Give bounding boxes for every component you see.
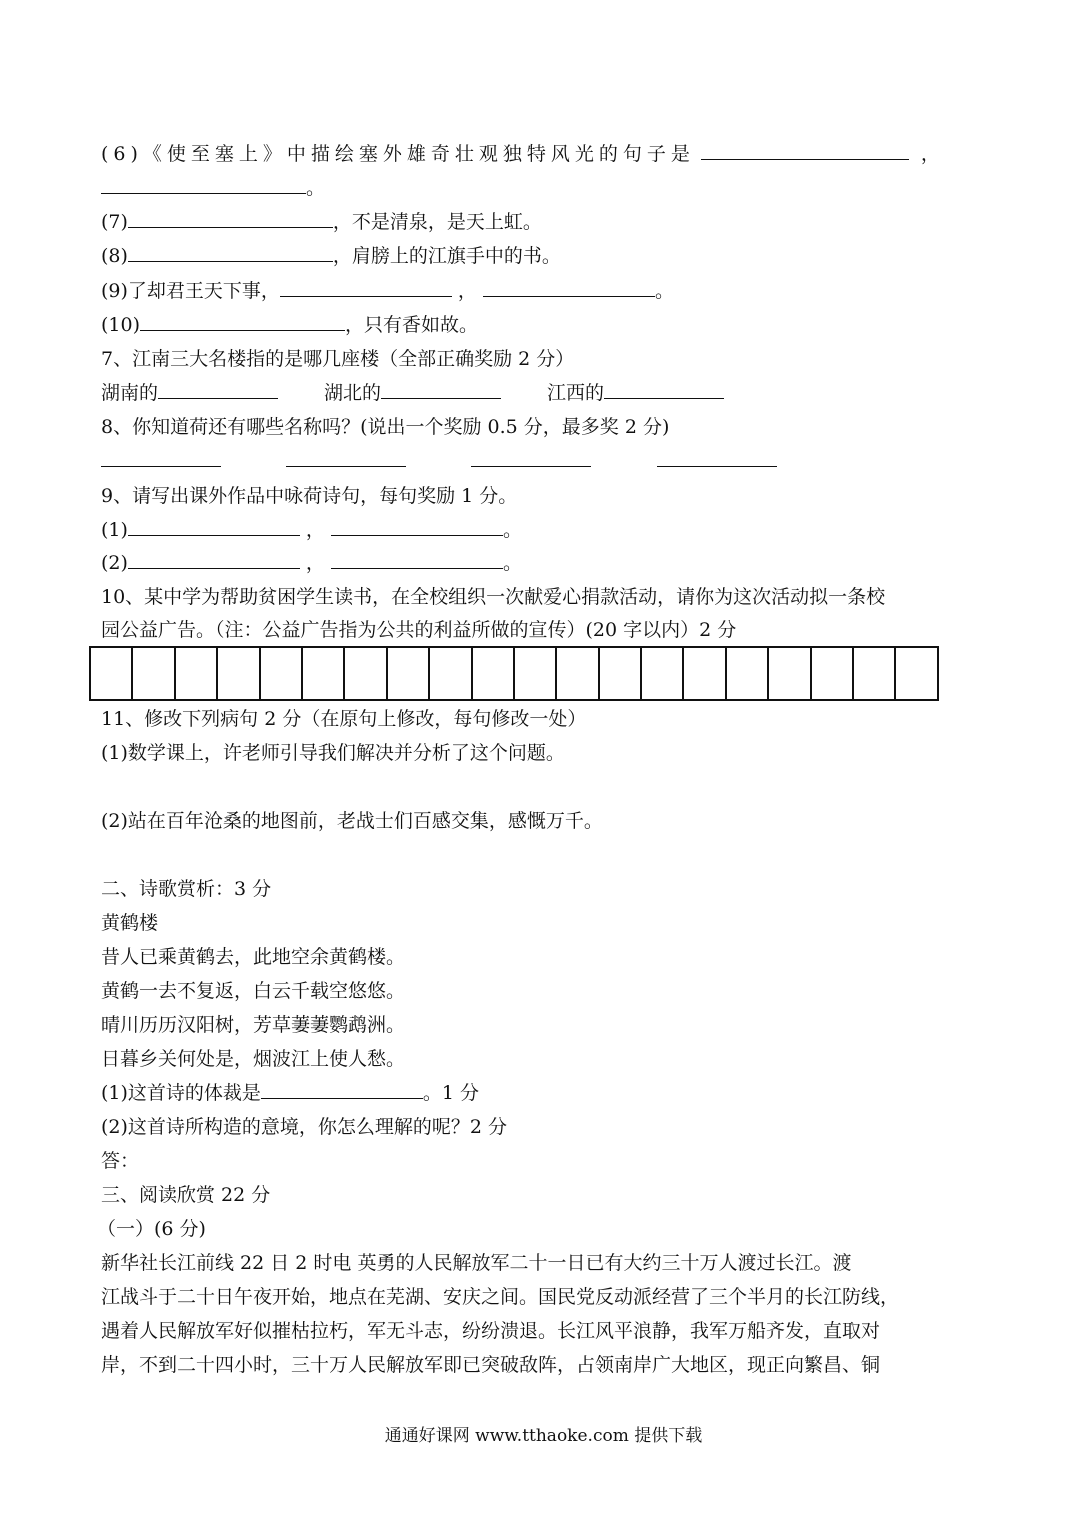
q8-question: 8、你知道荷还有哪些名称吗？(说出一个奖励 0.5 分，最多奖 2 分) [101,416,670,438]
grid-cell[interactable] [261,648,303,699]
punctuation: 。 [502,552,522,574]
q9-item-2 [101,550,522,576]
q6-item-6 [101,141,940,167]
punctuation: ， [305,519,325,541]
q6-item-6-prompt: (6)《使至塞上》中描绘塞外雄奇壮观独特风光的句子是 [101,143,695,165]
q9-question: 9、请写出课外作品中咏荷诗句，每句奖励 1 分。 [101,485,518,507]
q10-question-line2: 园公益广告。（注：公益广告指为公共的利益所做的宣传）(20 字以内）2 分 [101,619,737,641]
poetry-q1-score: 。1 分 [422,1082,480,1104]
poem-line-2: 黄鹤一去不复返，白云千载空悠悠。 [101,980,406,1002]
passage-line-2: 江战斗于二十日午夜开始，地点在芜湖、安庆之间。国民党反动派经营了三个半月的长江防线， [101,1286,900,1308]
item-number: (10) [101,314,141,336]
item-number: (8) [101,245,128,267]
reading-part-1: （一）(6 分) [97,1218,206,1240]
item-text: ，肩膀上的江旗手中的书。 [332,245,561,267]
q6-item-9 [101,278,674,304]
punctuation: 。 [306,177,326,199]
answer-blank[interactable] [280,278,452,297]
item-number: (7) [101,211,128,233]
q6-item-8 [101,243,561,269]
punctuation: 。 [654,280,674,302]
answer-blank[interactable] [128,517,300,536]
grid-cell[interactable] [218,648,260,699]
poetry-heading: 二、诗歌赏析：3 分 [101,878,272,900]
answer-blank[interactable] [101,448,221,467]
poem-line-1: 昔人已乘黄鹤去，此地空余黄鹤楼。 [101,946,406,968]
answer-blank[interactable] [331,550,503,569]
grid-cell[interactable] [854,648,896,699]
q11-sentence-1: (1)数学课上，许老师引导我们解决并分析了这个问题。 [101,742,565,764]
grid-cell[interactable] [642,648,684,699]
poem-title: 黄鹤楼 [101,912,159,934]
poetry-q1-prompt: (1)这首诗的体裁是 [101,1082,261,1104]
punctuation: ， [457,280,477,302]
punctuation: ， [920,143,940,165]
grid-cell[interactable] [133,648,175,699]
grid-cell[interactable] [557,648,599,699]
answer-blank[interactable] [101,175,306,194]
answer-blank[interactable] [158,380,278,399]
answer-blank[interactable] [286,448,406,467]
answer-blank[interactable] [381,380,501,399]
q7-jiangxi-label: 江西的 [547,382,605,404]
punctuation: ， [305,552,325,574]
grid-cell[interactable] [812,648,854,699]
poetry-q2: (2)这首诗所构造的意境，你怎么理解的呢？2 分 [101,1116,508,1138]
grid-cell[interactable] [430,648,472,699]
grid-cell[interactable] [303,648,345,699]
grid-cell[interactable] [515,648,557,699]
grid-cell[interactable] [769,648,811,699]
reading-heading: 三、阅读欣赏 22 分 [101,1184,271,1206]
grid-cell[interactable] [600,648,642,699]
writing-grid [89,646,939,701]
answer-blank[interactable] [128,209,333,228]
passage-line-4: 岸，不到二十四小时，三十万人民解放军即已突破敌阵，占领南岸广大地区，现正向繁昌、铜 [101,1354,881,1376]
answer-blank[interactable] [483,278,655,297]
q9-item-1 [101,517,522,543]
q11-sentence-2: (2)站在百年沧桑的地图前，老战士们百感交集，感慨万千。 [101,810,603,832]
item-number: (2) [101,552,128,574]
poem-line-3: 晴川历历汉阳树，芳草萋萋鹦鹉洲。 [101,1014,406,1036]
grid-cell[interactable] [388,648,430,699]
q6-item-6-cont [101,175,325,201]
item-text: ，只有香如故。 [345,314,479,336]
answer-blank[interactable] [261,1080,423,1099]
poetry-q1 [101,1080,479,1106]
passage-line-1: 新华社长江前线 22 日 2 时电 英勇的人民解放军二十一日已有大约三十万人渡过长江。渡 [101,1252,852,1274]
item-text: ，不是清泉，是天上虹。 [332,211,542,233]
q6-item-7 [101,209,542,235]
grid-cell[interactable] [176,648,218,699]
q7-hunan-label: 湖南的 [101,382,159,404]
grid-cell[interactable] [345,648,387,699]
q11-question: 11、修改下列病句 2 分（在原句上修改，每句修改一处） [101,708,587,730]
q6-item-10 [101,312,478,338]
answer-blank[interactable] [128,550,300,569]
answer-blank[interactable] [701,141,909,160]
q7-hubei-label: 湖北的 [324,382,382,404]
grid-cell[interactable] [684,648,726,699]
grid-cell[interactable] [896,648,938,699]
punctuation: 。 [502,519,522,541]
item-text: (9)了却君王天下事， [101,280,280,302]
answer-label: 答： [101,1150,140,1172]
item-number: (1) [101,519,128,541]
q7-question: 7、江南三大名楼指的是哪几座楼（全部正确奖励 2 分） [101,348,575,370]
q10-question-line1: 10、某中学为帮助贫困学生读书，在全校组织一次献爱心捐款活动，请你为这次活动拟一条校 [101,586,886,608]
answer-blank[interactable] [140,312,345,331]
answer-blank[interactable] [657,448,777,467]
q8-answers [101,448,777,474]
answer-blank[interactable] [604,380,724,399]
page-footer: 通通好课网 www.tthaoke.com 提供下载 [384,1426,703,1446]
passage-line-3: 遇着人民解放军好似摧枯拉朽，军无斗志，纷纷溃退。长江风平浪静，我军万船齐发，直取对 [101,1320,881,1342]
q7-answers [101,380,724,406]
answer-blank[interactable] [471,448,591,467]
answer-blank[interactable] [331,517,503,536]
grid-cell[interactable] [473,648,515,699]
grid-cell[interactable] [91,648,133,699]
grid-cell[interactable] [727,648,769,699]
answer-blank[interactable] [128,243,333,262]
poem-line-4: 日暮乡关何处是，烟波江上使人愁。 [101,1048,406,1070]
